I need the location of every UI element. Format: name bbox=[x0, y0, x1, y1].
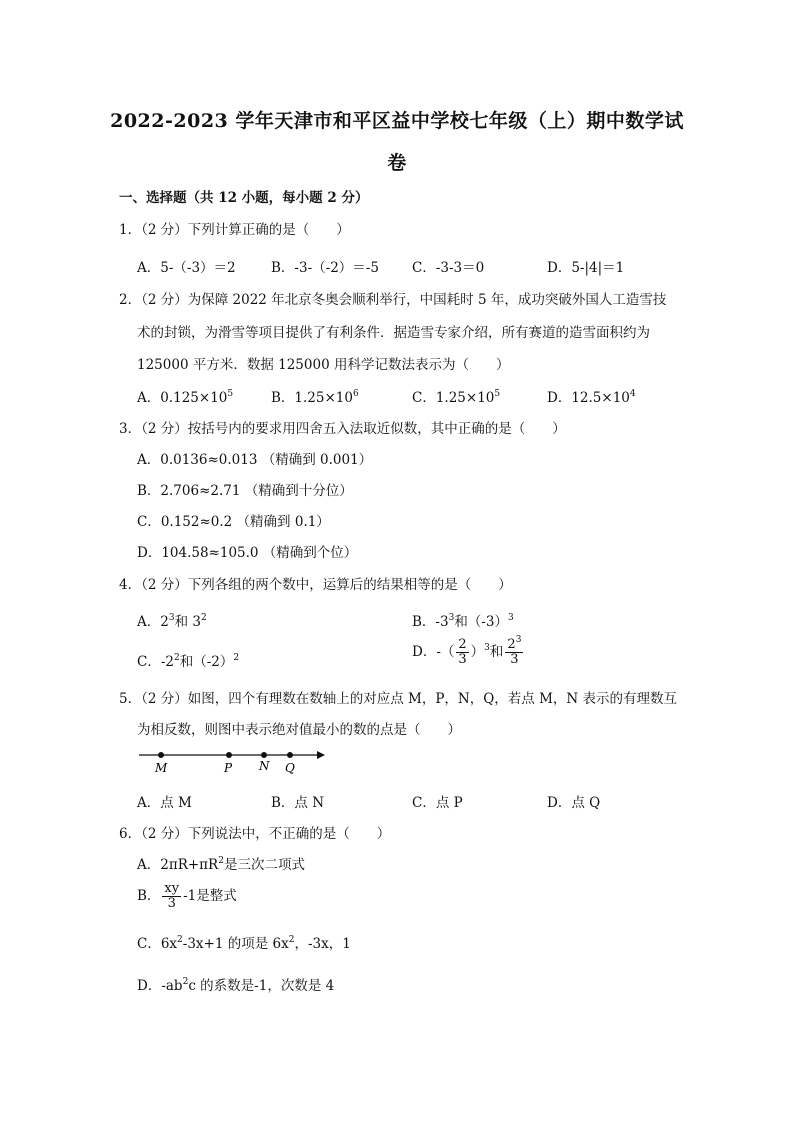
question-5-option-d: D．点 Q bbox=[547, 795, 601, 811]
question-4-option-c: C．$-2^2$和$(-2)^2$ bbox=[137, 653, 240, 670]
question-1-option-c: C．-3-3＝0 bbox=[412, 260, 485, 276]
question-6-option-d: D．$-ab^2c$ 的系数是-1，次数是 4 bbox=[137, 977, 335, 994]
point-p-dot bbox=[226, 752, 232, 758]
page-title: 2022-2023 学年天津市和平区益中学校七年级（上）期中数学试 bbox=[110, 110, 684, 132]
question-3-stem: 3．（2 分）按括号内的要求用四舍五入法取近似数，其中正确的是（ ） bbox=[119, 421, 566, 437]
question-5-option-a: A．点 M bbox=[137, 795, 192, 811]
question-2-line-2: 术的封锁，为滑雪等项目提供了有利条件．据造雪专家介绍，所有赛道的造雪面积约为 bbox=[137, 325, 650, 341]
question-4-option-d: D．-（ $\frac{2}{3}$ ）$^3$和 $\frac{2^3}{3}$ bbox=[412, 635, 522, 667]
question-5-option-b: B．点 N bbox=[271, 795, 325, 811]
point-m-label: M bbox=[155, 761, 168, 775]
point-p-label: P bbox=[224, 761, 233, 775]
question-3-option-b: B．2.706≈2.71 （精确到十分位） bbox=[137, 483, 353, 499]
question-2-line-3: 125000 平方米．数据 125000 用科学记数法表示为（ ） bbox=[137, 357, 510, 373]
question-6-stem: 6．（2 分）下列说法中，不正确的是（ ） bbox=[119, 826, 391, 842]
point-n-dot bbox=[261, 752, 267, 758]
question-5-option-c: C．点 P bbox=[412, 795, 463, 811]
question-1-option-a: A．5-（-3）＝2 bbox=[137, 260, 236, 276]
number-line-arrowhead bbox=[317, 751, 325, 759]
question-2-line-1: 2．（2 分）为保障 2022 年北京冬奥会顺利举行，中国耗时 5 年，成功突破外国人工造雪技 bbox=[119, 292, 667, 308]
question-1-option-b: B．-3-（-2）＝-5 bbox=[271, 260, 379, 276]
point-q-label: Q bbox=[285, 761, 295, 775]
question-3-option-d: D．104.58≈105.0 （精确到个位） bbox=[137, 545, 358, 561]
question-3-option-c: C．0.152≈0.2 （精确到 0.1） bbox=[137, 514, 330, 530]
question-5-line-2: 为相反数，则图中表示绝对值最小的数的点是（ ） bbox=[137, 722, 461, 738]
question-4-option-a: A．$2^3$和 $3^2$ bbox=[137, 613, 207, 630]
question-5-line-1: 5．（2 分）如图，四个有理数在数轴上的对应点 M，P，N，Q，若点 M，N 表示的有理数互 bbox=[119, 691, 678, 707]
question-2-option-b: B．$1.25\times 10^6$ bbox=[271, 389, 359, 406]
question-3-option-a: A．0.0136≈0.013 （精确到 0.001） bbox=[137, 452, 373, 468]
question-4-stem: 4．（2 分）下列各组的两个数中，运算后的结果相等的是（ ） bbox=[119, 577, 512, 593]
question-6-option-a: A．$2\pi R+\pi R^2$是三次二项式 bbox=[137, 856, 305, 873]
point-n-label: N bbox=[259, 759, 270, 773]
point-q-dot bbox=[287, 752, 293, 758]
number-line-figure bbox=[135, 745, 335, 777]
point-m-dot bbox=[158, 752, 164, 758]
fraction-xy-over-three: $\frac{xy}{3}$ bbox=[164, 881, 180, 911]
fraction-two-thirds: $\frac{2}{3}$ bbox=[458, 637, 467, 667]
page-title-continued: 卷 bbox=[387, 152, 407, 174]
question-6-option-c: C．$6x^2-3x+1$ 的项是 $6x^2$，-3x，1 bbox=[137, 935, 351, 952]
question-2-option-c: C．$1.25\times 10^5$ bbox=[412, 389, 501, 406]
question-1-option-d: D．5-|4|＝1 bbox=[547, 260, 625, 276]
question-6-option-b: B． $\frac{xy}{3}$ -1是整式 bbox=[137, 881, 237, 911]
question-2-option-d: D．$12.5\times 10^4$ bbox=[547, 389, 636, 406]
question-1-stem: 1．（2 分）下列计算正确的是（ ） bbox=[119, 222, 350, 238]
question-2-option-a: A．$0.125\times 10^5$ bbox=[137, 389, 234, 406]
section-heading: 一、选择题（共 12 小题，每小题 2 分） bbox=[119, 190, 369, 206]
question-4-option-b: B．$-3^3$和$(-3)^3$ bbox=[412, 613, 514, 630]
fraction-two-cubed-over-three: $\frac{2^3}{3}$ bbox=[507, 635, 522, 667]
